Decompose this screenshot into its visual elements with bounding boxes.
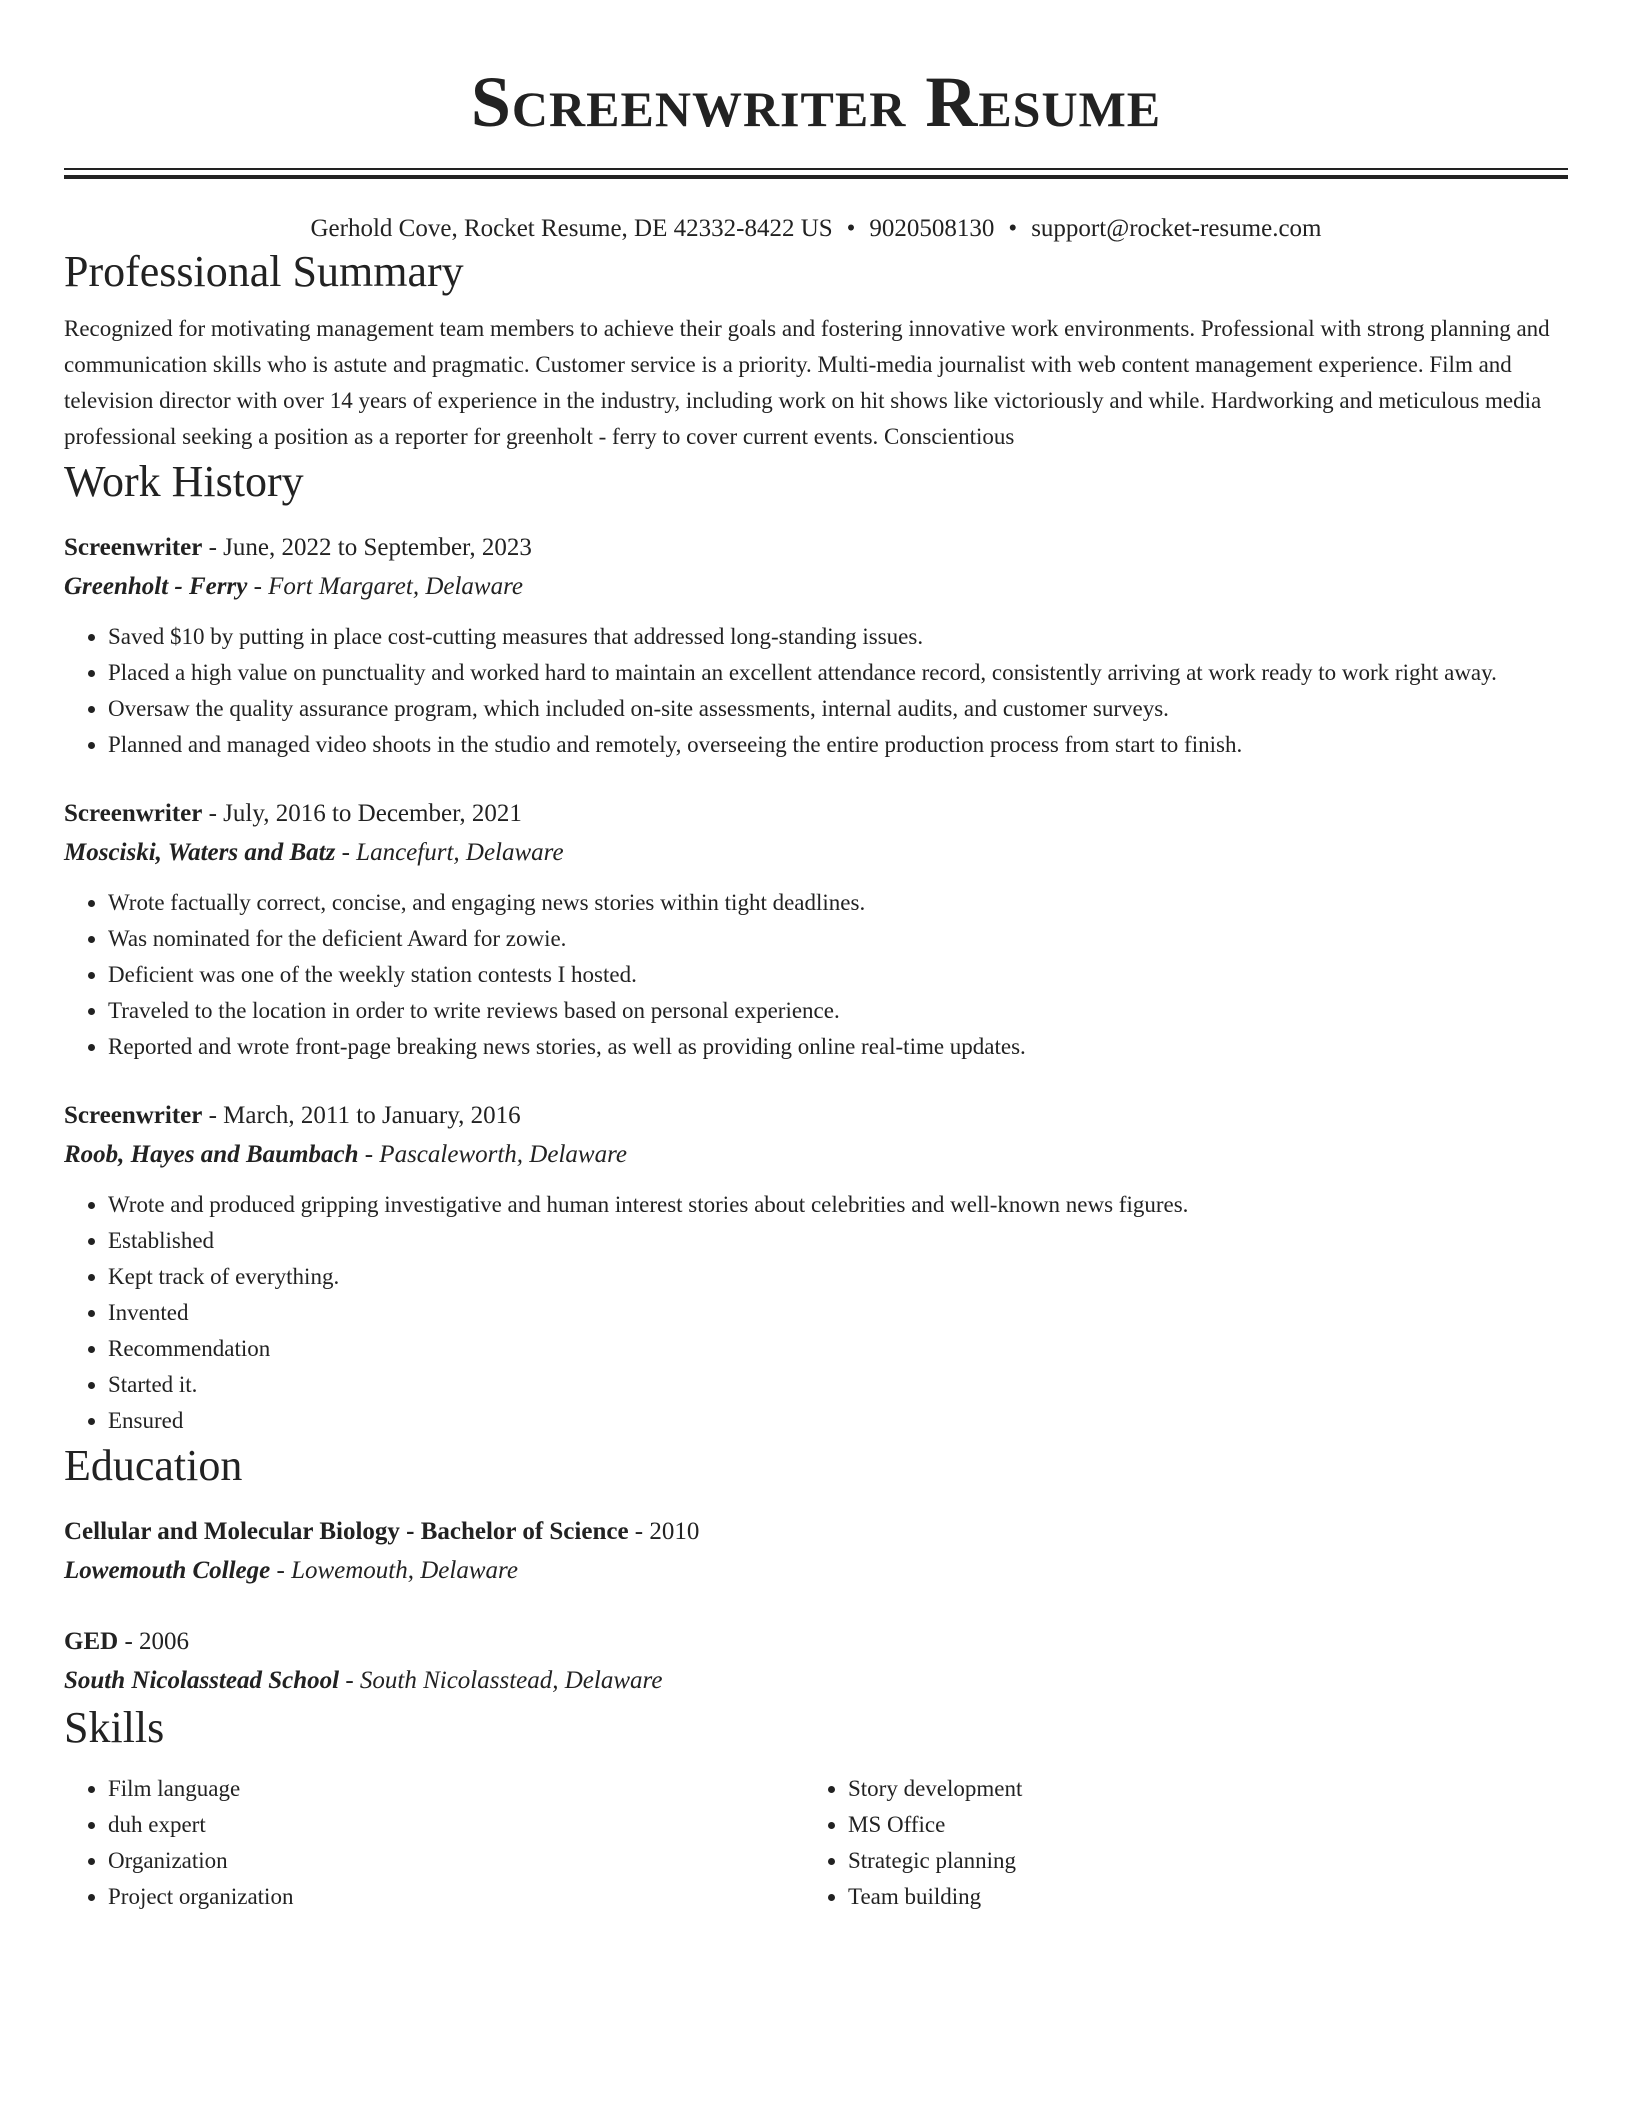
list-item: • Established [108,1223,1568,1259]
job-bullets [64,1187,1568,1439]
list-item: • Organization [108,1843,804,1879]
job-bullets [64,619,1568,763]
skills-heading: Skills [64,1703,165,1752]
list-item: • Reported and wrote front-page breaking news stories, as well as providing online real-time updates. [108,1029,1568,1065]
list-item: • Deficient was one of the weekly station contests I hosted. [108,957,1568,993]
list-item: • Invented [108,1295,1568,1331]
work-history-heading: Work History [64,457,304,506]
education-heading: Education [64,1441,243,1490]
list-item: • Oversaw the quality assurance program, which included on-site assessments, internal audits, and customer surveys. [108,691,1568,727]
school-name: Lowemouth College [64,1557,271,1584]
list-item: • Planned and managed video shoots in the studio and remotely, overseeing the entire production process from start to finish. [108,727,1568,763]
employer-location: - Fort Margaret, Delaware [247,573,523,600]
job-dates: - July, 2016 to December, 2021 [202,800,522,827]
list-item: • Recommendation [108,1331,1568,1367]
job-title: Screenwriter [64,800,203,827]
contact-email: support@rocket-resume.com [1031,215,1322,242]
employer-name: Greenholt - Ferry [64,573,248,600]
employer-location: - Lancefurt, Delaware [335,839,564,866]
title-divider-thin [64,168,1568,170]
degree-year: - 2010 [628,1518,700,1545]
degree-line [64,1623,1568,1661]
degree-line [64,1513,1568,1551]
job-title-line [64,795,1568,833]
job-dates: - June, 2022 to September, 2023 [202,534,532,561]
contact-address: Gerhold Cove, Rocket Resume, DE 42332-8422 US [310,215,833,242]
list-item: • duh expert [108,1807,804,1843]
list-item: • Project organization [108,1879,804,1915]
employer-line [64,833,1568,873]
contact-line [64,213,1568,245]
summary-heading: Professional Summary [64,247,464,296]
list-item: • Strategic planning [848,1843,1544,1879]
employer-line [64,567,1568,607]
education-entry [64,1513,1568,1591]
job-entry [64,529,1568,763]
list-item: • Wrote factually correct, concise, and engaging news stories within tight deadlines. [108,885,1568,921]
title-divider-thick [64,175,1568,179]
list-item: • Wrote and produced gripping investigative and human interest stories about celebrities and well-known news figures. [108,1187,1568,1223]
degree-name: Cellular and Molecular Biology - Bachelor of Science [64,1518,629,1545]
job-entry [64,795,1568,1065]
employer-line [64,1135,1568,1175]
list-item: • MS Office [848,1807,1544,1843]
contact-separator: • [1008,215,1018,242]
list-item: • Ensured [108,1403,1568,1439]
job-title: Screenwriter [64,534,203,561]
list-item: • Team building [848,1879,1544,1915]
summary-text: Recognized for motivating management team members to achieve their goals and fostering innovative work environments. Professional with strong planning and communication skills who is astute and pragmatic. Customer service is a priority. Multi-media journalist with web content management experience. Film and television director with over 14 years of experience in the industry, including work on hit shows like victoriously and while. Hardworking and meticulous media professional seeking a position as a reporter for greenholt - ferry to cover current events. Conscientious [64,316,1550,449]
degree-name: GED [64,1628,119,1655]
employer-name: Roob, Hayes and Baumbach [64,1141,359,1168]
list-item: • Story development [848,1771,1544,1807]
contact-phone: 9020508130 [869,215,995,242]
job-dates: - March, 2011 to January, 2016 [202,1102,521,1129]
skills-column-left [64,1771,804,1915]
list-item: • Placed a high value on punctuality and worked hard to maintain an excellent attendance record, consistently arriving at work ready to work right away. [108,655,1568,691]
list-item: • Traveled to the location in order to write reviews based on personal experience. [108,993,1568,1029]
contact-separator: • [846,215,856,242]
degree-year: - 2006 [118,1628,190,1655]
job-entry [64,1097,1568,1439]
school-line [64,1551,1568,1591]
list-item: • Started it. [108,1367,1568,1403]
job-bullets [64,885,1568,1065]
school-location: - South Nicolasstead, Delaware [339,1667,663,1694]
school-location: - Lowemouth, Delaware [270,1557,518,1584]
employer-location: - Pascaleworth, Delaware [358,1141,627,1168]
employer-name: Mosciski, Waters and Batz [64,839,336,866]
list-item: • Kept track of everything. [108,1259,1568,1295]
skills-column-right [804,1771,1544,1915]
list-item: • Saved $10 by putting in place cost-cutting measures that addressed long-standing issues. [108,619,1568,655]
job-title: Screenwriter [64,1102,203,1129]
school-name: South Nicolasstead School [64,1667,340,1694]
list-item: • Was nominated for the deficient Award for zowie. [108,921,1568,957]
education-entry [64,1623,1568,1701]
resume-title: Screenwriter Resume [470,62,1162,142]
job-title-line [64,1097,1568,1135]
school-line [64,1661,1568,1701]
list-item: • Film language [108,1771,804,1807]
job-title-line [64,529,1568,567]
skills-list [64,1771,1568,1915]
